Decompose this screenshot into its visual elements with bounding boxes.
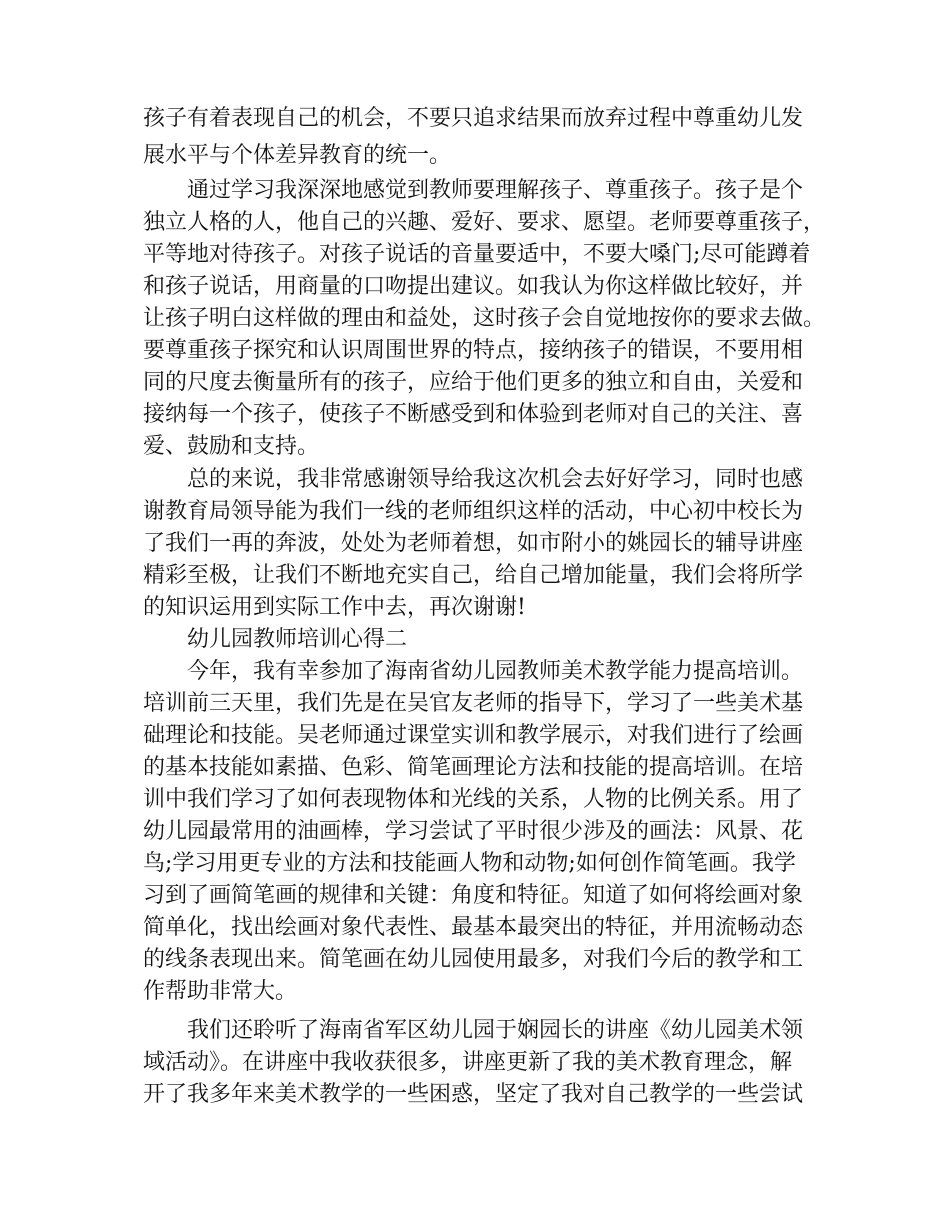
text-line: 的线条表现出来。简笔画在幼儿园使用最多，对我们今后的教学和工 xyxy=(143,947,804,972)
text-line: 习到了画简笔画的规律和关键：角度和特征。知道了如何将绘画对象 xyxy=(143,883,804,908)
paragraph-first-line: 总的来说，我非常感谢领导给我这次机会去好好学习，同时也感 xyxy=(187,467,804,492)
text-line: 孩子有着表现自己的机会，不要只追求结果而放弃过程中尊重幼儿发 xyxy=(143,106,804,131)
text-line: 爱、鼓励和支持。 xyxy=(143,434,320,459)
text-line: 简单化，找出绘画对象代表性、最基本最突出的特征，并用流畅动态 xyxy=(143,915,804,940)
text-line: 谢教育局领导能为我们一线的老师组织这样的活动，中心初中校长为 xyxy=(143,499,804,524)
text-line: 础理论和技能。吴老师通过课堂实训和教学展示，对我们进行了绘画 xyxy=(143,723,804,748)
paragraph-first-line: 我们还聆听了海南省军区幼儿园于娴园长的讲座《幼儿园美术领 xyxy=(187,1018,804,1043)
paragraph-first-line: 今年，我有幸参加了海南省幼儿园教师美术教学能力提高培训。 xyxy=(187,659,804,684)
text-line: 的知识运用到实际工作中去，再次谢谢! xyxy=(143,595,526,620)
text-line: 作帮助非常大。 xyxy=(143,979,298,1004)
text-line: 训中我们学习了如何表现物体和光线的关系，人物的比例关系。用了 xyxy=(143,787,804,812)
text-line: 的基本技能如素描、色彩、简笔画理论方法和技能的提高培训。在培 xyxy=(143,755,804,780)
text-line: 平等地对待孩子。对孩子说话的音量要适中，不要大嗓门;尽可能蹲着 xyxy=(143,242,811,267)
text-line: 和孩子说话，用商量的口吻提出建议。如我认为你这样做比较好，并 xyxy=(143,274,804,299)
text-line: 精彩至极，让我们不断地充实自己，给自己增加能量，我们会将所学 xyxy=(143,563,804,588)
text-line: 开了我多年来美术教学的一些困惑，坚定了我对自己教学的一些尝试 xyxy=(143,1082,804,1107)
text-line: 了我们一再的奔波，处处为老师着想，如市附小的姚园长的辅导讲座 xyxy=(143,531,804,556)
section-heading: 幼儿园教师培训心得二 xyxy=(187,627,408,652)
text-line: 让孩子明白这样做的理由和益处，这时孩子会自觉地按你的要求去做。 xyxy=(143,306,826,331)
text-line: 要尊重孩子探究和认识周围世界的特点，接纳孩子的错误，不要用相 xyxy=(143,338,804,363)
text-line: 接纳每一个孩子，使孩子不断感受到和体验到老师对自己的关注、喜 xyxy=(143,402,804,427)
text-line: 展水平与个体差异教育的统一。 xyxy=(143,143,452,168)
text-line: 幼儿园最常用的油画棒，学习尝试了平时很少涉及的画法：风景、花 xyxy=(143,819,804,844)
text-line: 培训前三天里，我们先是在吴官友老师的指导下，学习了一些美术基 xyxy=(143,691,804,716)
text-line: 同的尺度去衡量所有的孩子，应给于他们更多的独立和自由，关爱和 xyxy=(143,370,804,395)
paragraph-first-line: 通过学习我深深地感觉到教师要理解孩子、尊重孩子。孩子是个 xyxy=(187,178,804,203)
text-line: 鸟;学习用更专业的方法和技能画人物和动物;如何创作简笔画。我学 xyxy=(143,851,796,876)
text-line: 独立人格的人，他自己的兴趣、爱好、要求、愿望。老师要尊重孩子， xyxy=(143,210,826,235)
text-line: 域活动》。在讲座中我收获很多，讲座更新了我的美术教育理念，解 xyxy=(143,1050,793,1075)
